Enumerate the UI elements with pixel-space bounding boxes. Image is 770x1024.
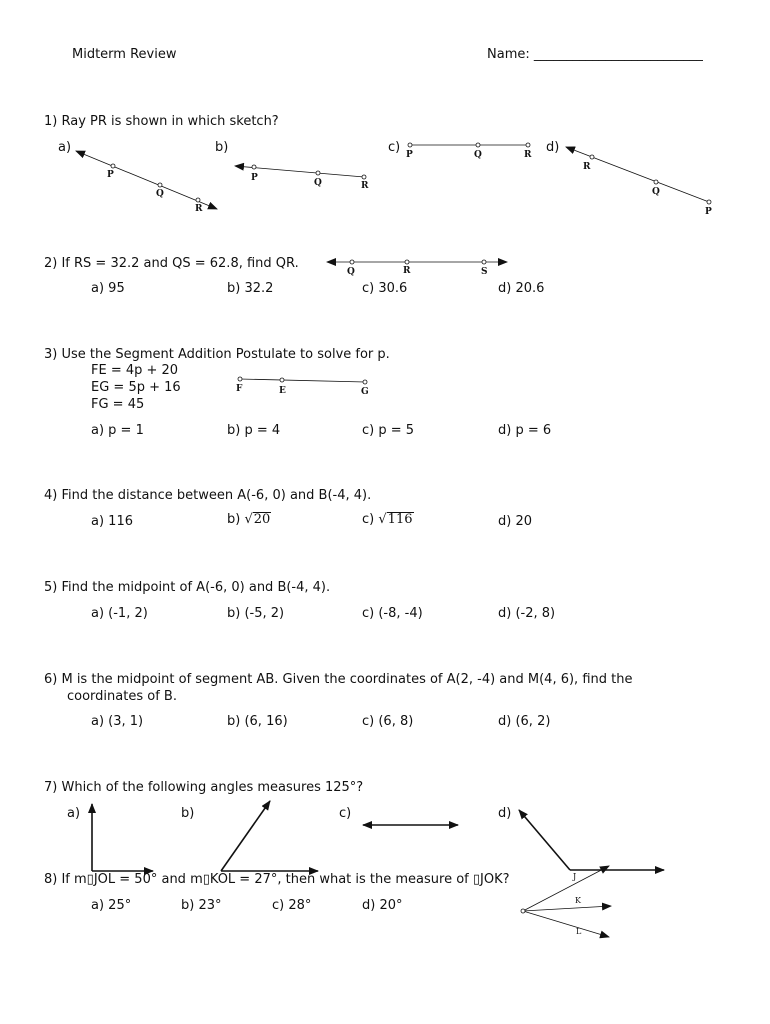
q2-answer-c[interactable]: c) 30.6	[362, 281, 408, 296]
q1b-label-q: Q	[314, 178, 322, 188]
q8-answer-b[interactable]: b) 23°	[181, 898, 222, 913]
q1-option-d-label: d)	[546, 140, 560, 155]
question-7-text: 7) Which of the following angles measures 125°?	[44, 780, 364, 795]
q2-answer-a[interactable]: a) 95	[91, 281, 125, 296]
q1c-label-r: R	[524, 150, 532, 160]
q1d-label-p: P	[705, 207, 712, 217]
question-5-text: 5) Find the midpoint of A(-6, 0) and B(-4, 4).	[44, 580, 331, 595]
question-4-text: 4) Find the distance between A(-6, 0) and B(-4, 4).	[44, 488, 372, 503]
q3-label-g: G	[361, 387, 369, 397]
name-field-label: Name: __________________________	[487, 47, 703, 62]
q4-answer-d[interactable]: d) 20	[498, 514, 532, 529]
q2-answer-d[interactable]: d) 20.6	[498, 281, 545, 296]
q1d-label-q: Q	[652, 187, 660, 197]
q8-vertex-o	[521, 909, 525, 913]
question-3-text: 3) Use the Segment Addition Postulate to solve for p.	[44, 347, 390, 362]
q7-option-a-label: a)	[67, 806, 81, 821]
q1a-label-p: P	[107, 170, 114, 180]
question-6-text: 6) M is the midpoint of segment AB. Given the coordinates of A(2, -4) and M(4, 6), find the	[44, 672, 633, 687]
q3-given-fg: FG = 45	[91, 397, 145, 412]
q3-answer-c[interactable]: c) p = 5	[362, 423, 415, 438]
q5-answer-c[interactable]: c) (-8, -4)	[362, 606, 423, 621]
q6-answer-a[interactable]: a) (3, 1)	[91, 714, 144, 729]
q3-given-fe: FE = 4p + 20	[91, 363, 179, 378]
q8-label-j: J	[573, 872, 577, 881]
q5-answer-a[interactable]: a) (-1, 2)	[91, 606, 148, 621]
q7-option-c-label: c)	[339, 806, 352, 821]
q4-answer-a[interactable]: a) 116	[91, 514, 133, 529]
q8-answer-c[interactable]: c) 28°	[272, 898, 312, 913]
q2-answer-b[interactable]: b) 32.2	[227, 281, 274, 296]
q8-ray-ol	[523, 911, 609, 937]
question-2-text: 2) If RS = 32.2 and QS = 62.8, find QR.	[44, 256, 299, 271]
q3-given-eg: EG = 5p + 16	[91, 380, 181, 395]
q4-answer-c-radicand: 116	[387, 512, 413, 527]
q6-answer-c[interactable]: c) (6, 8)	[362, 714, 414, 729]
worksheet-title: Midterm Review	[72, 47, 177, 62]
q3-label-e: E	[279, 386, 286, 396]
q3-answer-d[interactable]: d) p = 6	[498, 423, 552, 438]
q3-answer-b[interactable]: b) p = 4	[227, 423, 281, 438]
q1c-label-p: P	[406, 150, 413, 160]
q1-option-b-label: b)	[215, 140, 229, 155]
q8-label-l: L	[576, 927, 582, 936]
q6-answer-d[interactable]: d) (6, 2)	[498, 714, 551, 729]
q6-answer-b[interactable]: b) (6, 16)	[227, 714, 288, 729]
q3-label-f: F	[236, 384, 243, 394]
q5-answer-d[interactable]: d) (-2, 8)	[498, 606, 556, 621]
question-8-text: 8) If m▯JOL = 50° and m▯KOL = 27°, then what is the measure of ▯JOK?	[44, 872, 510, 887]
q1-option-c-label: c)	[388, 140, 401, 155]
q7-option-b-label: b)	[181, 806, 195, 821]
q4-answer-b-label: b)	[227, 512, 241, 527]
q1d-label-r: R	[583, 162, 591, 172]
q7-option-d-label: d)	[498, 806, 512, 821]
q2-label-q: Q	[347, 267, 355, 277]
q4-answer-c-label: c)	[362, 512, 375, 527]
q1b-label-p: P	[251, 173, 258, 183]
q8-ray-ok	[523, 906, 611, 911]
q4-answer-b-radicand: 20	[253, 512, 271, 527]
question-1-text: 1) Ray PR is shown in which sketch?	[44, 114, 279, 129]
q8-label-k: K	[575, 896, 581, 905]
q1b-label-r: R	[361, 181, 369, 191]
sqrt-icon: √	[244, 512, 253, 527]
question-6-text-cont: coordinates of B.	[67, 689, 177, 704]
q3-answer-a[interactable]: a) p = 1	[91, 423, 144, 438]
q8-answer-a[interactable]: a) 25°	[91, 898, 132, 913]
q5-answer-b[interactable]: b) (-5, 2)	[227, 606, 285, 621]
q1-option-a-label: a)	[58, 140, 72, 155]
q8-answer-d[interactable]: d) 20°	[362, 898, 403, 913]
q2-label-s: S	[481, 267, 488, 277]
q2-label-r: R	[403, 266, 411, 276]
q1a-label-q: Q	[156, 189, 164, 199]
q1a-label-r: R	[195, 204, 203, 214]
sqrt-icon: √	[378, 512, 387, 527]
q1c-label-q: Q	[474, 150, 482, 160]
q8-ray-oj	[523, 866, 609, 911]
